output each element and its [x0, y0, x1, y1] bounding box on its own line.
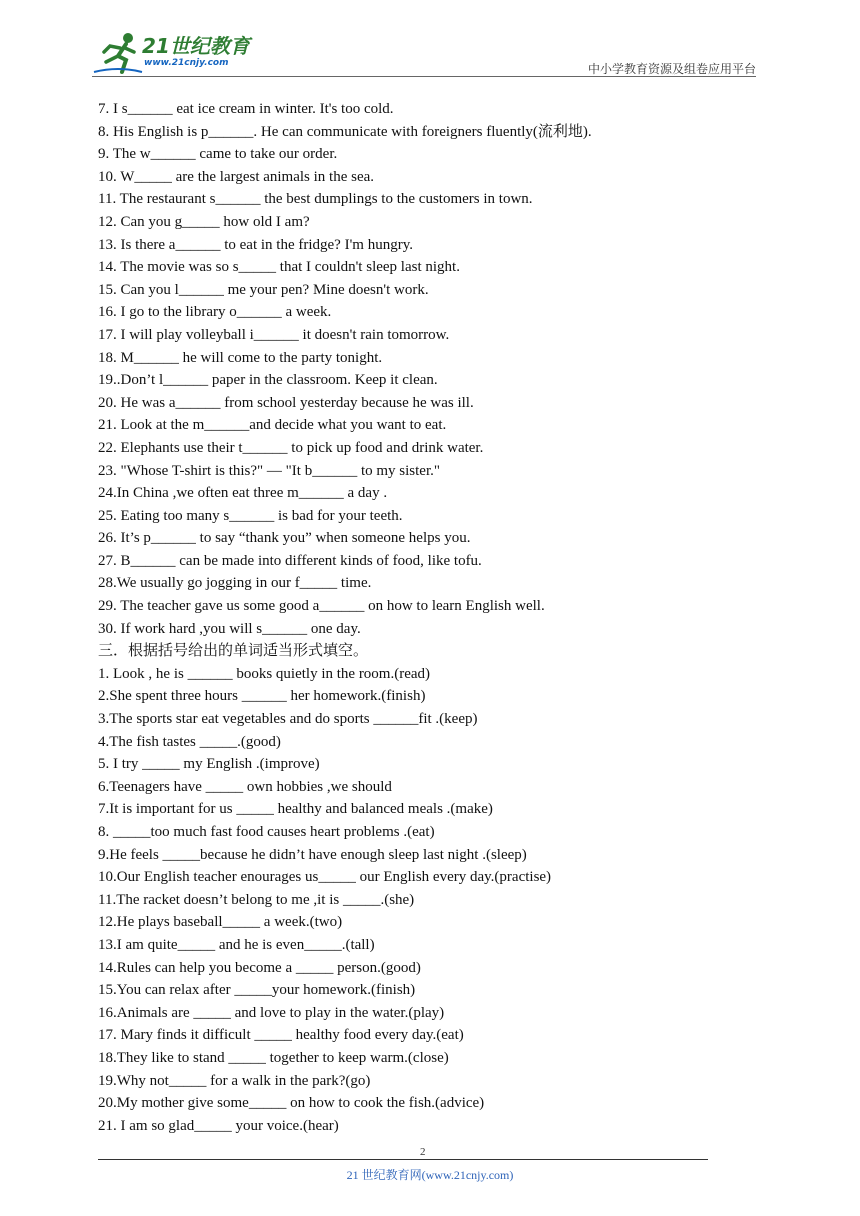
exercise-line: 14.Rules can help you become a _____ person.(good) [98, 959, 421, 976]
exercise-line: 2.She spent three hours ______ her homework.(finish) [98, 688, 426, 705]
exercise-line: 9.He feels _____because he didn’t have enough sleep last night .(sleep) [98, 846, 527, 863]
exercise-line: 10. W_____ are the largest animals in the sea. [98, 168, 375, 185]
logo-url: www.21cnjy.com [144, 58, 229, 68]
exercise-line: 30. If work hard ,you will s______ one day. [98, 620, 361, 637]
exercise-line: 19.Why not_____ for a walk in the park?(go) [98, 1072, 371, 1089]
exercise-line: 17. I will play volleyball i______ it doesn't rain tomorrow. [98, 326, 450, 343]
exercise-line: 18.They like to stand _____ together to keep warm.(close) [98, 1049, 449, 1066]
exercise-line: 23. "Whose T-shirt is this?" — "It b______ to my sister." [98, 462, 440, 479]
exercise-line: 4.The fish tastes _____.(good) [98, 733, 281, 750]
runner-icon [92, 30, 144, 76]
brand-logo [92, 30, 262, 76]
exercise-line: 8. His English is p______. He can communicate with foreigners fluently(流利地). [98, 123, 592, 140]
header-divider [92, 76, 756, 77]
exercise-line: 20.My mother give some_____ on how to cook the fish.(advice) [98, 1095, 485, 1112]
exercise-line: 13. Is there a______ to eat in the fridge? I'm hungry. [98, 236, 413, 253]
exercise-line: 20. He was a______ from school yesterday because he was ill. [98, 394, 474, 411]
exercise-line: 5. I try _____ my English .(improve) [98, 756, 320, 773]
exercise-line: 6.Teenagers have _____ own hobbies ,we should [98, 778, 392, 795]
exercise-line: 17. Mary finds it difficult _____ healthy food every day.(eat) [98, 1027, 464, 1044]
exercise-line: 16. I go to the library o______ a week. [98, 304, 332, 321]
page-header [92, 30, 756, 78]
exercise-line: 11. The restaurant s______ the best dumplings to the customers in town. [98, 191, 533, 208]
footer-site: 21 世纪教育网(www.21cnjy.com) [346, 1168, 514, 1182]
exercise-line: 16.Animals are _____ and love to play in the water.(play) [98, 1004, 445, 1021]
exercise-line: 8. _____too much fast food causes heart problems .(eat) [98, 824, 435, 840]
exercise-line: 15. Can you l______ me your pen? Mine doesn't work. [98, 281, 429, 298]
exercise-line: 3.The sports star eat vegetables and do sports ______fit .(keep) [98, 711, 478, 728]
exercise-line: 27. B______ can be made into different kinds of food, like tofu. [98, 552, 482, 569]
exercise-line: 1. Look , he is ______ books quietly in the room.(read) [98, 665, 431, 682]
exercise-line: 7.It is important for us _____ healthy and balanced meals .(make) [98, 801, 493, 818]
exercise-line: 21. I am so glad_____ your voice.(hear) [98, 1117, 339, 1134]
logo-text: 21世纪教育 [142, 34, 250, 58]
exercise-line: 15.You can relax after _____your homework.(finish) [98, 982, 416, 999]
exercise-line: 29. The teacher gave us some good a______ on how to learn English well. [98, 598, 545, 615]
exercise-list [98, 98, 738, 1137]
exercise-line: 9. The w______ came to take our order. [98, 146, 338, 163]
exercise-line: 21. Look at the m______and decide what you want to eat. [98, 417, 447, 434]
platform-name: 中小学教育资源及组卷应用平台 [587, 62, 756, 76]
exercise-line: 13.I am quite_____ and he is even_____.(tall) [98, 936, 375, 953]
exercise-line: 11.The racket doesn’t belong to me ,it is _____.(she) [98, 891, 415, 908]
exercise-line: 12. Can you g_____ how old I am? [98, 213, 310, 230]
exercise-line: 24.In China ,we often eat three m______ a day . [98, 485, 388, 502]
exercise-line: 25. Eating too many s______ is bad for your teeth. [98, 507, 403, 524]
exercise-line: 19..Don’t l______ paper in the classroom. Keep it clean. [98, 372, 438, 389]
exercise-line: 三．根据括号给出的单词适当形式填空。 [98, 643, 369, 660]
exercise-line: 7. I s______ eat ice cream in winter. It's too cold. [98, 101, 394, 117]
exercise-line: 18. M______ he will come to the party tonight. [98, 349, 383, 366]
exercise-line: 28.We usually go jogging in our f_____ time. [98, 575, 372, 592]
exercise-line: 10.Our English teacher enourages us_____ our English every day.(practise) [98, 869, 552, 886]
footer-divider [98, 1159, 708, 1160]
exercise-line: 14. The movie was so s_____ that I couldn't sleep last night. [98, 259, 460, 276]
exercise-line: 26. It’s p______ to say “thank you” when someone helps you. [98, 530, 471, 547]
exercise-line: 12.He plays baseball_____ a week.(two) [98, 914, 343, 931]
page-number: 2 [420, 1146, 426, 1158]
exercise-line: 22. Elephants use their t______ to pick up food and drink water. [98, 439, 484, 456]
